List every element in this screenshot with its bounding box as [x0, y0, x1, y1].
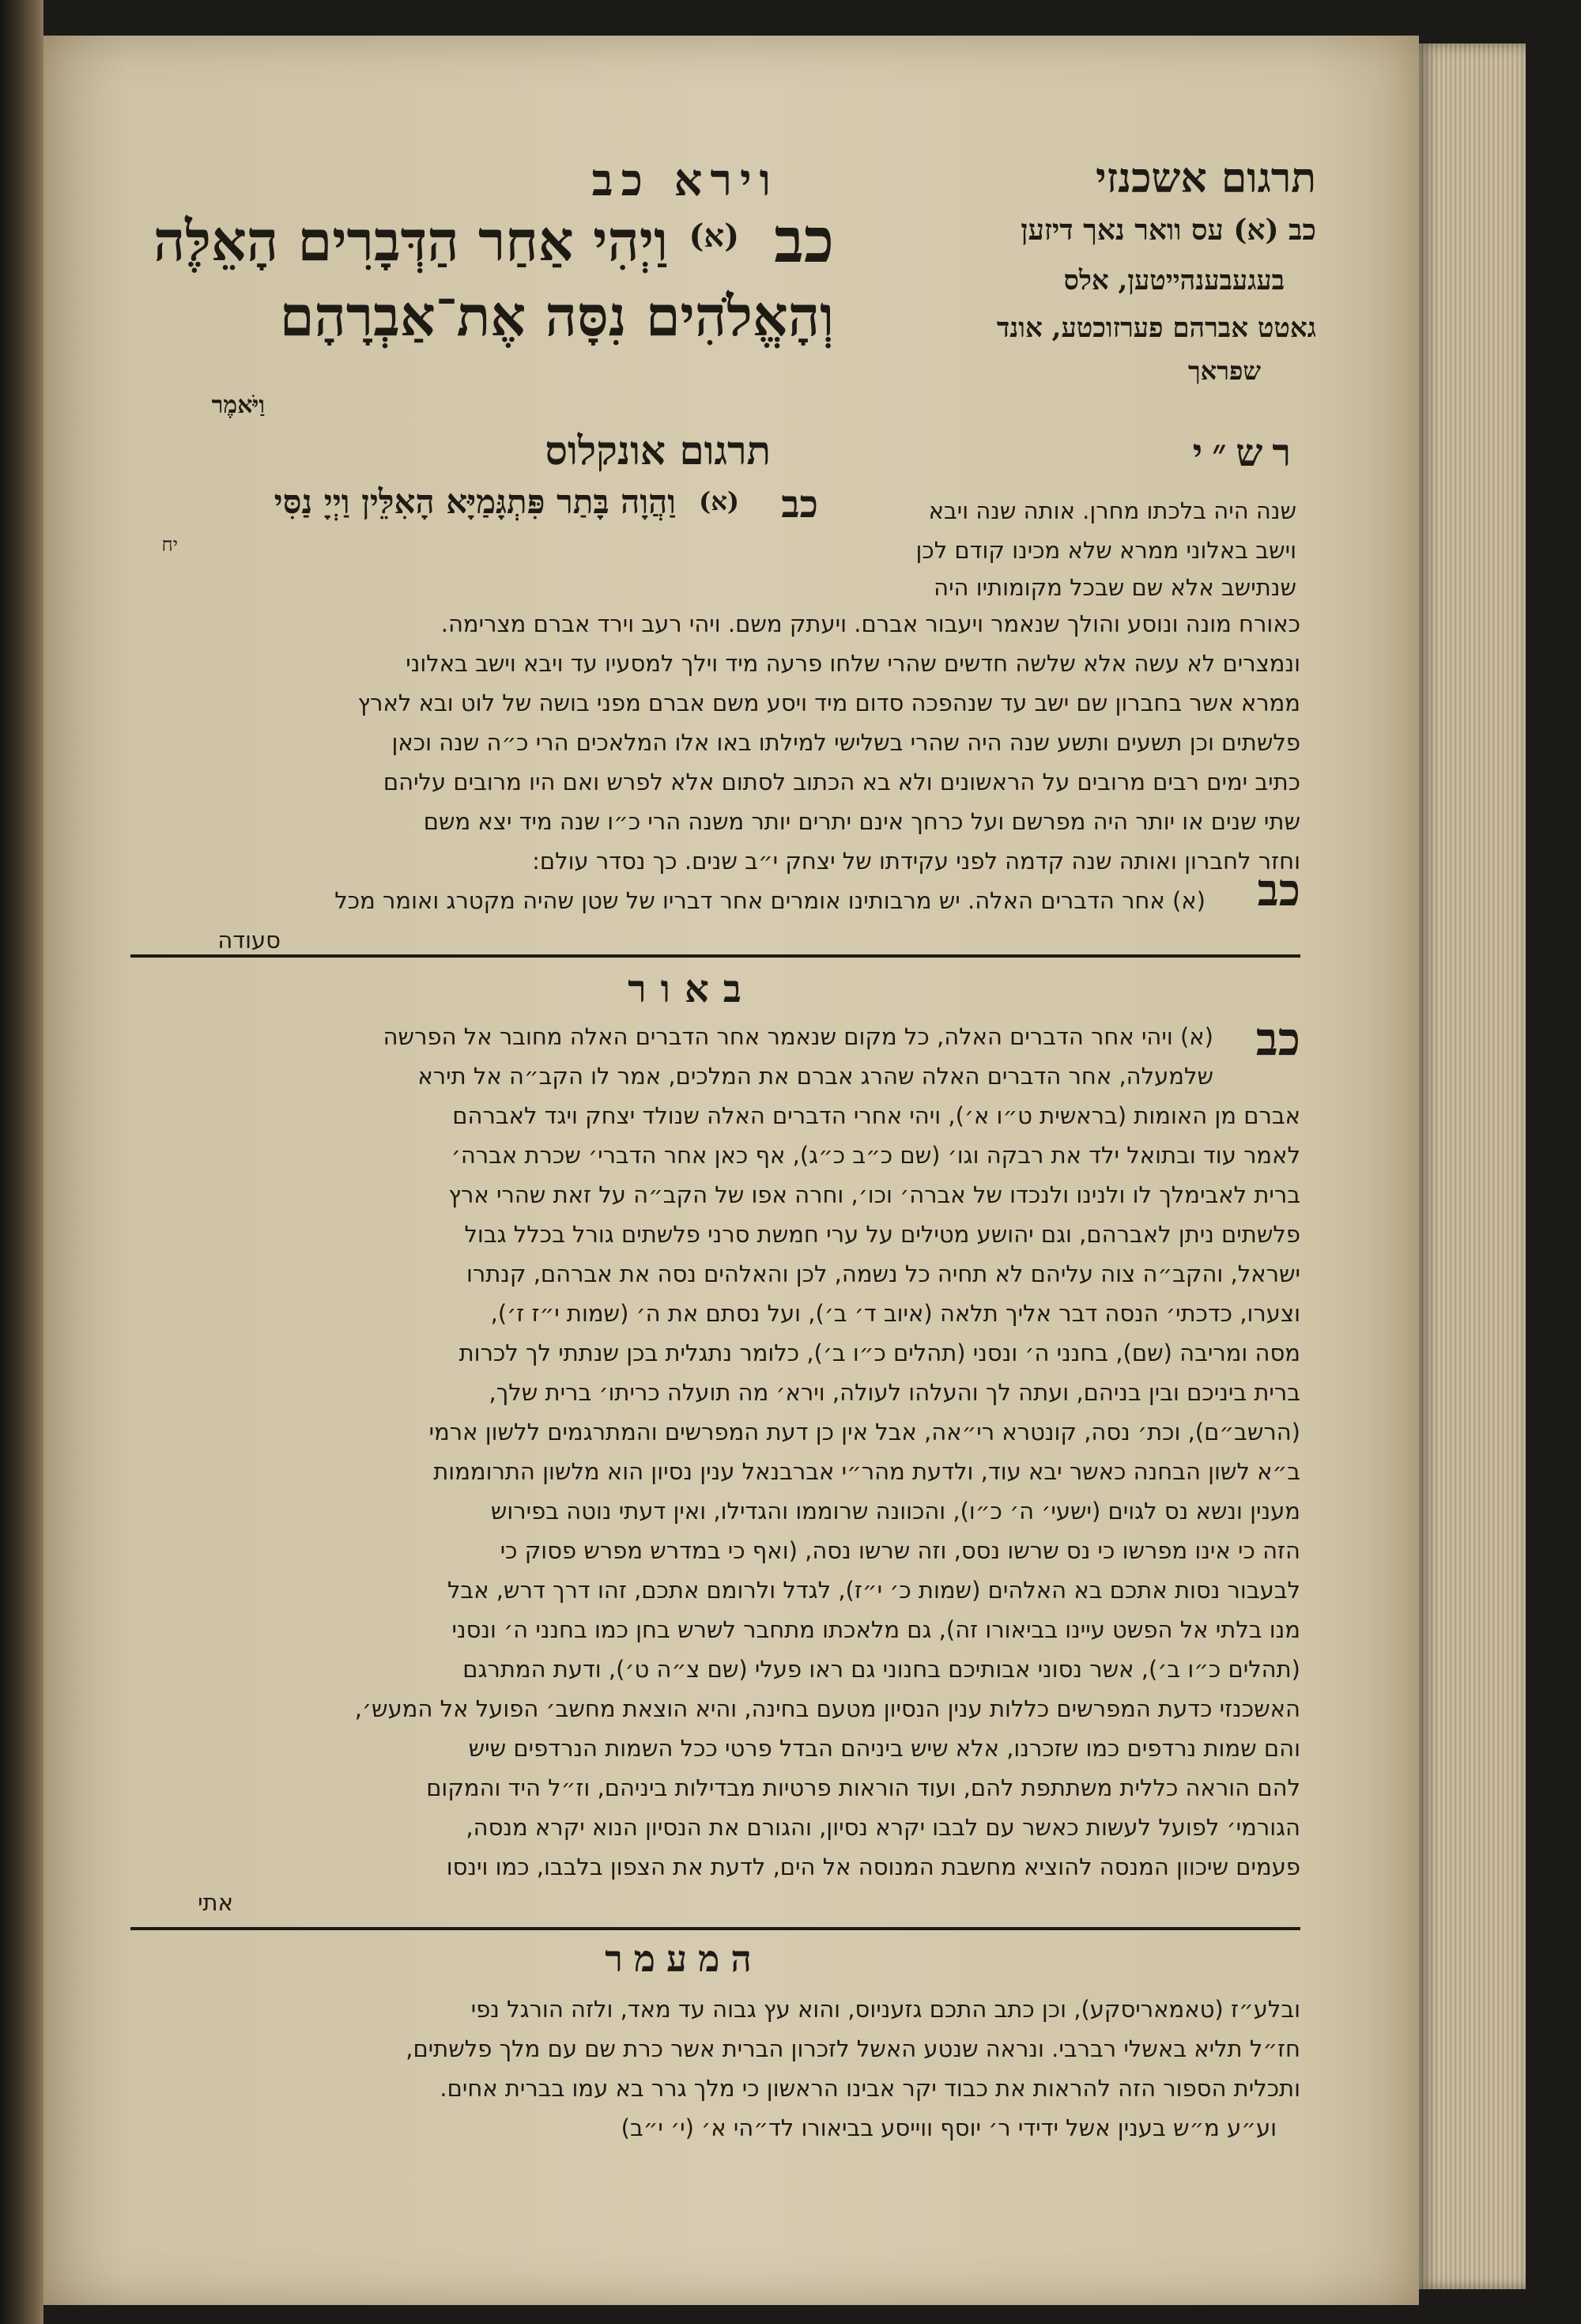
biur-line: וצערו, כדכתי׳ הנסה דבר אליך תלאה (איוב ד׳ ב׳), ועל נסתם את ה׳ (שמות י״ז ז׳), [490, 1300, 1300, 1327]
biur-line: מנו בלתי אל הפשט עיינו בביאורו זה), גם מלאכתו מתחבר לשרש בחן כמו בחנני ה׳ ונסני [451, 1616, 1300, 1643]
biur-line: פלשתים ניתן לאברהם, וגם יהושע מטילים על ערי חמשת סרני פלשתים גורל בכלל גבול [464, 1221, 1300, 1248]
hameamer-line: וע״ע מ״ש בענין אשל ידידי ר׳ יוסף ווייסע בביאורו לד״הי א׳ (י׳ י״ב) [621, 2114, 1277, 2141]
biur-heading: באור [628, 967, 756, 1011]
rashi-line: ונמצרים לא עשה אלא שלשה חדשים שהרי שלחו פרעה מיד וילך למסעיו עד ויבא וישב באלוני [406, 650, 1300, 677]
biur-line: הזה כי אינו מפרשו כי נס שרשו נסס, וזה שרשו נסה, (ואף כי במדרש מפרש פסוק כי [500, 1537, 1300, 1564]
biur-line: הגורמי׳ לפועל לעשות כאשר עם לבבו יקרא נסיון, והגורם את הנסיון הנוא יקרא מנסה, [466, 1814, 1300, 1841]
biur-line: מענין ונשא נס לגוים (ישעי׳ ה׳ כ״ו), והכוונה שרוממו והגדילו, ואין דעתי נוטה בפירוש [490, 1498, 1300, 1525]
verse-marker: (א) [689, 217, 739, 255]
rashi-side-line-2: וישב באלוני ממרא שלא מכינו קודם לכן [915, 537, 1296, 564]
german-line-4: שפראך [1187, 356, 1261, 386]
section-divider-2 [130, 1927, 1300, 1930]
book-page [43, 36, 1419, 2305]
rashi-line: ממרא אשר בחברון שם ישב עד שנהפכה סדום מיד ויסע משם אברם מפני בושה של לוט ובא לארץ [357, 690, 1300, 716]
biur-line: ברית ביניכם ובין בניהם, ועתה לך והעלהו לעולה, וירא׳ מה תועלה כריתו׳ ברית שלך, [489, 1379, 1300, 1406]
verse-chapter-number: כב [774, 206, 834, 277]
verse-line-1: וַיְהִי אַחַר הַדְּבָרִים הָאֵלֶּה [153, 208, 668, 274]
verse-line-2: וְהָאֱלֹהִים נִסָּה אֶת־אַבְרָהָם [279, 283, 834, 349]
biur-line: לאמר עוד ובתואל ילד את רבקה וגו׳ (שם כ״ב כ״ג), אף כאן אחר הדברי׳ שכרת אברה׳ [451, 1142, 1300, 1169]
german-line-1: כב (א) עס וואר נאך דיזען [1021, 214, 1316, 247]
rashi-side-line-3: שנתישב אלא שם שבכל מקומותיו היה [934, 574, 1296, 601]
right-running-title: וירא כב [591, 154, 779, 206]
biur-chapter: כב [1255, 1012, 1300, 1066]
rashi-heading: רש״י [1192, 431, 1300, 475]
onkelos-chapter: כב [781, 482, 818, 527]
hameamer-heading: המעמר [605, 1937, 763, 1980]
section-divider-1 [130, 954, 1300, 958]
biur-line: פעמים שיכוון המנסה להוציא מחשבת המנוסה אל הים, לדעת את הצפון בלבבו, כמו וינסו [446, 1854, 1300, 1880]
hameamer-line: ובלע״ז (טאמאריסקע), וכן כתב התכם גזעניוס, והוא עץ גבוה עד מאד, ולזה הורגל נפי [470, 1996, 1300, 2023]
biur-line: להם הוראה כללית משתתפת להם, ועוד הוראות פרטיות מבדילות ביניהם, וז״ל היד והמקום [426, 1774, 1300, 1801]
biur-line: מסה ומריבה (שם), בחנני ה׳ ונסני (תהלים כ״ו ב׳), כלומר נתגלית בכן שנתתי לך לכרות [458, 1340, 1300, 1366]
onkelos-marker: (א) [699, 486, 739, 516]
biur-line: ברית לאבימלך לו ולנינו ולנכדו של אברה׳ וכו׳, וחרה אפו של הקב״ה על זאת שהרי ארץ [448, 1181, 1300, 1208]
biur-line: אברם מן האומות (בראשית ט״ו א׳), ויהי אחרי הדברים האלה שנולד יצחק ויגד לאברהם [452, 1102, 1300, 1129]
onkelos-footnote: יח [161, 534, 178, 556]
left-running-title: תרגום אשכנזי [1096, 154, 1316, 202]
verse-continuation: וַיֹּאמֶר [211, 391, 265, 419]
rashi-line: כתיב ימים רבים מרובים על הראשונים ולא בא הכתוב לסתום אלא לפרש ואם היו מרובים עליהם [383, 769, 1300, 795]
rashi-line: כאורח מונה ונוסע והולך שנאמר ויעבור אברם. ויעתק משם. ויהי רעב וירד אברם מצרימה. [440, 610, 1300, 637]
onkelos-text: וַהֲוָה בָּתַר פִּתְגָּמַיָּא הָאִלֵּין וַיְיָ נַסִּי [274, 482, 676, 521]
rashi-chapter-mark: כב [1257, 864, 1300, 916]
biur-line: (תהלים כ״ו ב׳), אשר נסוני אבותיכם בחנוני גם ראו פעלי (שם צ״ה ט׳), ודעת המתרגם [462, 1656, 1300, 1683]
hameamer-line: חז״ל תליא באשלי רברבי. ונראה שנטע האשל לזכרון הברית אשר כרת שם עם מלך פלשתים, [406, 2035, 1300, 2062]
biur-line: שלמעלה, אחר הדברים האלה שהרג אברם את המלכים, אמר לו הקב״ה אל תירא [417, 1063, 1213, 1090]
german-line-3: גאטט אברהם פערזוכטע, אונד [996, 312, 1316, 344]
page-stack-edge [1419, 43, 1526, 2289]
rashi-line: שתי שנים או יותר היה מפרשם ועל כרחך אינם יתרים יותר משנה הרי כ״ו שנה מיד יצא משם [423, 808, 1300, 835]
onkelos-heading: תרגום אונקלוס [545, 427, 771, 474]
biur-line: (א) ויהי אחר הדברים האלה, כל מקום שנאמר אחר הדברים האלה מחובר אל הפרשה [383, 1023, 1213, 1050]
biur-line: והם שמות נרדפים כמו שזכרנו, אלא שיש ביניהם הבדל פרטי ככל השמות הנרדפים שיש [468, 1735, 1300, 1762]
biur-line: (הרשב״ם), וכת׳ נסה, קונטרא רי״אה, אבל אין כן דעת המפרשים והמתרגמים ללשון ארמי [428, 1419, 1300, 1445]
rashi-line: (א) אחר הדברים האלה. יש מרבותינו אומרים אחר דבריו של שטן שהיה מקטרג ואומר מכל [334, 887, 1206, 914]
book-spine-edge [0, 0, 43, 2324]
rashi-line: וחזר לחברון ואותה שנה קדמה לפני עקידתו של יצחק י״ב שנים. כך נסדר עולם: [532, 848, 1300, 875]
german-line-2: בעגעבענהייטען, אלס [1063, 265, 1285, 297]
biur-line: לבעבור נסות אתכם בא האלהים (שמות כ׳ י״ז), לגדל ולרומם אתכם, זהו דרך דרש, אבל [447, 1577, 1300, 1604]
biur-line: ב״א לשון הבחנה כאשר יבא עוד, ולדעת מהר״י אברבנאל ענין נסיון הוא מלשון התרוממות [433, 1458, 1300, 1485]
rashi-line: פלשתים וכן תשעים ותשע שנה היה שהרי בשלישי למילתו באו אלו המלאכים הרי כ״ה שנה וכאן [391, 729, 1300, 756]
biur-line: האשכנזי כדעת המפרשים כללות ענין הנסיון מטעם בחינה, והיא הוצאת מחשב׳ הפועל אל המעש׳, [354, 1695, 1300, 1722]
biur-catchword: אתי [198, 1889, 233, 1916]
rashi-catchword: סעודה [217, 927, 281, 954]
biur-line: ישראל, והקב״ה צוה עליהם לא תחיה כל נשמה, לכן והאלהים נסה את אברהם, קנתרו [466, 1260, 1300, 1287]
hameamer-line: ותכלית הספור הזה להראות את כבוד יקר אבינו הראשון כי מלך גרר בא עמו בברית אחים. [440, 2075, 1300, 2102]
rashi-side-line-1: שנה היה בלכתו מחרן. אותה שנה ויבא [928, 497, 1296, 524]
